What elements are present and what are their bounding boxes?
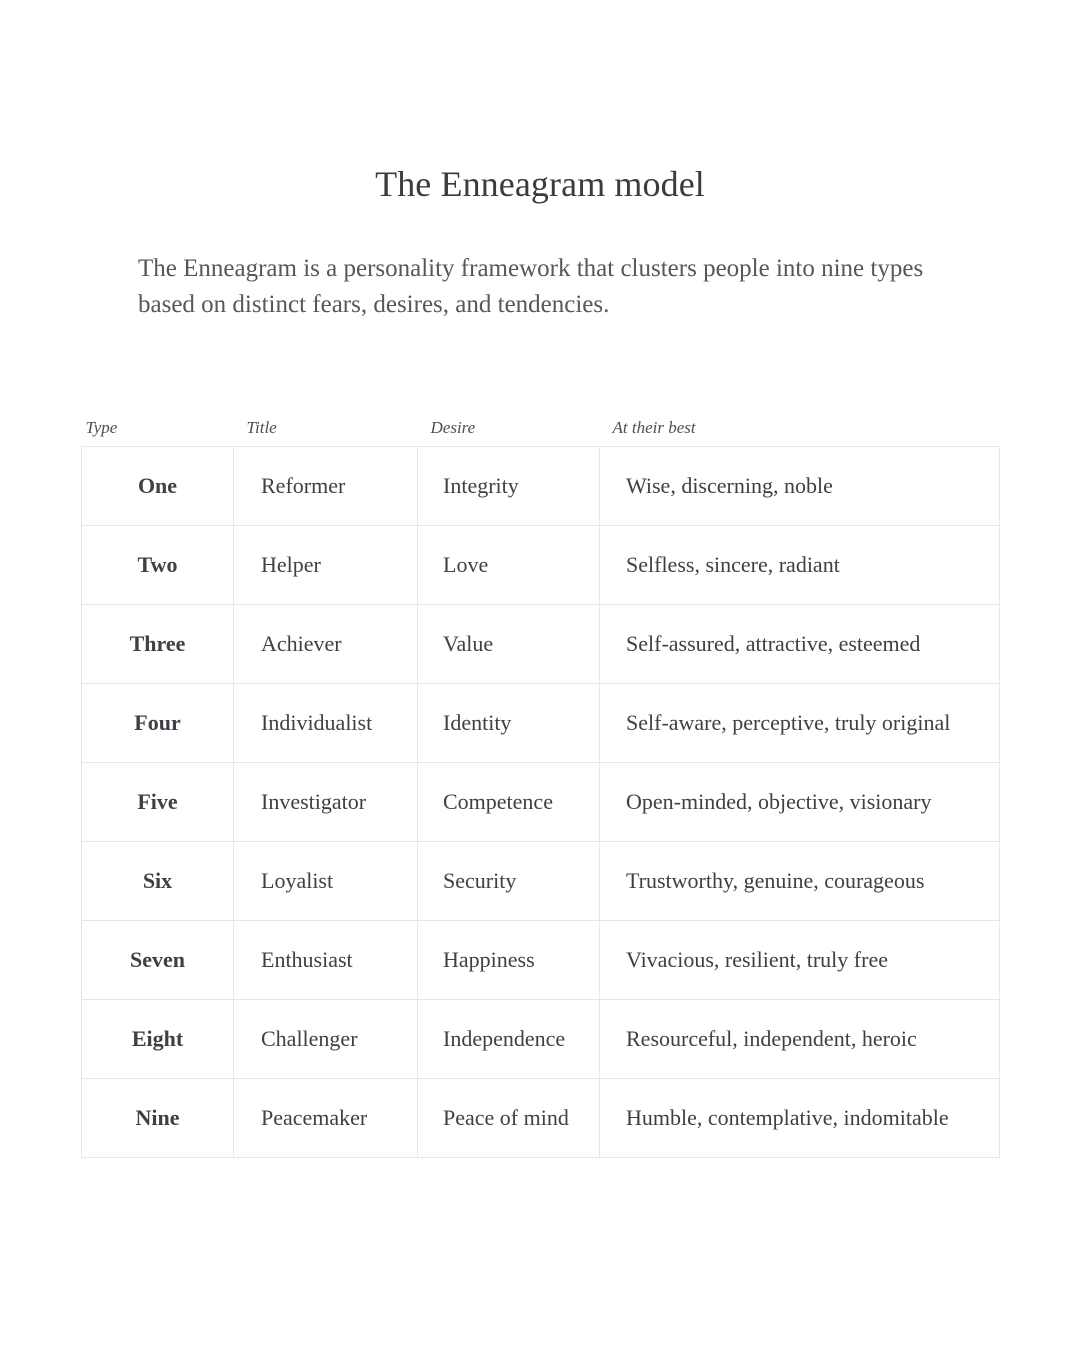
cell-type: Four (82, 684, 234, 763)
table-row (82, 842, 1000, 921)
cell-title: Helper (234, 526, 418, 605)
cell-title: Loyalist (234, 842, 418, 921)
table-row (82, 1079, 1000, 1158)
cell-type: Two (82, 526, 234, 605)
cell-at-their-best: Vivacious, resilient, truly free (600, 921, 1000, 1000)
cell-desire: Love (418, 526, 600, 605)
cell-at-their-best: Open-minded, objective, visionary (600, 763, 1000, 842)
cell-desire: Independence (418, 1000, 600, 1079)
cell-at-their-best: Selfless, sincere, radiant (600, 526, 1000, 605)
cell-type: Nine (82, 1079, 234, 1158)
cell-title: Peacemaker (234, 1079, 418, 1158)
cell-type: Five (82, 763, 234, 842)
table-row (82, 526, 1000, 605)
cell-desire: Peace of mind (418, 1079, 600, 1158)
cell-type: Three (82, 605, 234, 684)
table-row (82, 447, 1000, 526)
cell-type: One (82, 447, 234, 526)
cell-type: Six (82, 842, 234, 921)
cell-type: Eight (82, 1000, 234, 1079)
table-row (82, 605, 1000, 684)
column-header-title: Title (246, 418, 277, 437)
cell-desire: Competence (418, 763, 600, 842)
table-header (82, 418, 1000, 447)
table-row (82, 684, 1000, 763)
cell-at-their-best: Wise, discerning, noble (600, 447, 1000, 526)
column-header-desire: Desire (430, 418, 476, 437)
cell-desire: Security (418, 842, 600, 921)
column-header-type: Type (85, 418, 118, 437)
table-body (82, 447, 1000, 1158)
cell-at-their-best: Resourceful, independent, heroic (600, 1000, 1000, 1079)
table-row (82, 763, 1000, 842)
cell-at-their-best: Humble, contemplative, indomitable (600, 1079, 1000, 1158)
table-row (82, 921, 1000, 1000)
page-subtitle: The Enneagram is a personality framework that clusters people into nine types based on distinct fears, desires, and tendencies. (138, 255, 924, 318)
page-title: The Enneagram model (375, 164, 705, 204)
cell-title: Enthusiast (234, 921, 418, 1000)
cell-desire: Integrity (418, 447, 600, 526)
cell-desire: Value (418, 605, 600, 684)
cell-type: Seven (82, 921, 234, 1000)
table-header-row (82, 418, 1000, 447)
cell-at-their-best: Trustworthy, genuine, courageous (600, 842, 1000, 921)
cell-title: Investigator (234, 763, 418, 842)
enneagram-table-container (81, 418, 999, 1158)
cell-title: Challenger (234, 1000, 418, 1079)
cell-title: Reformer (234, 447, 418, 526)
cell-desire: Identity (418, 684, 600, 763)
cell-title: Achiever (234, 605, 418, 684)
cell-at-their-best: Self-assured, attractive, esteemed (600, 605, 1000, 684)
cell-desire: Happiness (418, 921, 600, 1000)
column-header-at-their-best: At their best (612, 418, 696, 437)
cell-title: Individualist (234, 684, 418, 763)
table-row (82, 1000, 1000, 1079)
cell-at-their-best: Self-aware, perceptive, truly original (600, 684, 1000, 763)
enneagram-table (81, 418, 1000, 1158)
